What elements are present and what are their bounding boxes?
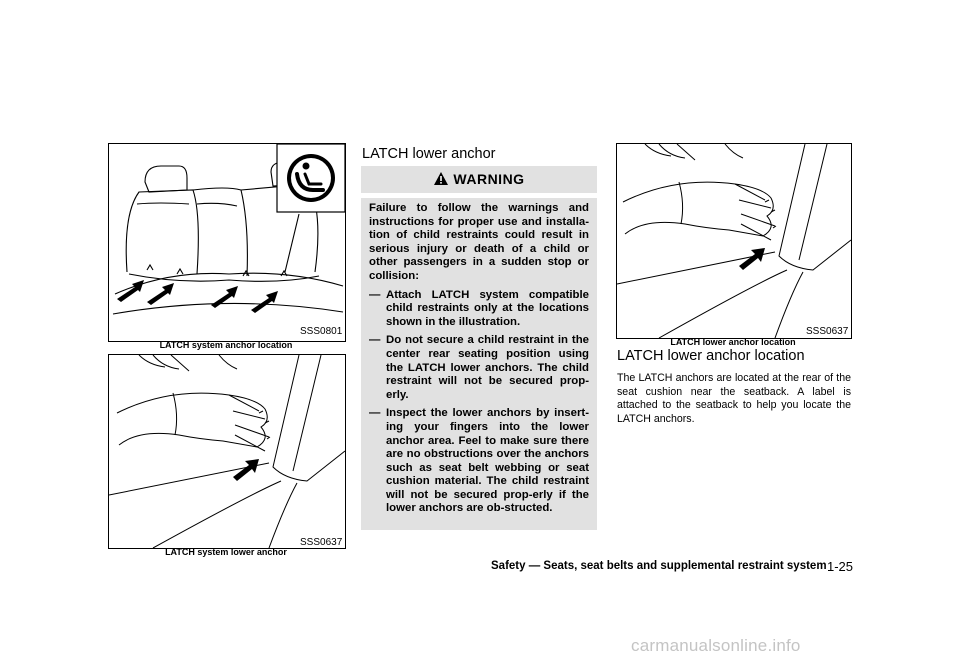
warning-dash: — xyxy=(369,288,381,301)
child-seat-symbol-icon xyxy=(277,144,345,212)
figure-caption: LATCH system anchor location xyxy=(159,340,293,350)
warning-item-text: Inspect the lower anchors by insert-ing your fingers into the lower anchor area. Feel to make sure there are no obstructions over the anchors such as seat belt webbing or seat cushion material. The child restraint will not be secured prop-erly if the lower anchors are ob-structed. xyxy=(386,407,589,515)
anchor-arrow-icon xyxy=(233,459,259,481)
warning-header xyxy=(361,170,597,195)
page-number: 1-25 xyxy=(827,559,854,574)
hand-anchor-illustration xyxy=(617,144,851,338)
warning-item-text: Do not secure a child restraint in the center rear seating position using the LATCH lower anchors. The child restraint will not be secured prop-erly. xyxy=(386,334,589,401)
figure-anchor-location xyxy=(108,143,346,342)
warning-divider xyxy=(361,193,597,198)
warning-dash: — xyxy=(369,334,381,347)
warning-item xyxy=(369,289,589,330)
anchor-arrow-icon xyxy=(117,280,278,313)
watermark: carmanualsonline.info xyxy=(631,636,801,655)
figure-lower-anchor-left xyxy=(108,354,346,549)
warning-triangle-icon xyxy=(433,171,449,186)
figure-caption: LATCH system lower anchor xyxy=(165,547,287,557)
hand-anchor-illustration xyxy=(109,355,345,548)
section-title: LATCH lower anchor location xyxy=(617,348,805,364)
figure-code: SSS0801 xyxy=(300,326,343,337)
warning-item-text: Attach LATCH system compatible child restraints only at the locations shown in the illustration. xyxy=(386,288,589,328)
warning-text xyxy=(369,202,589,521)
warning-item xyxy=(369,407,589,516)
warning-box xyxy=(361,166,597,530)
figure-code: SSS0637 xyxy=(806,326,849,337)
warning-label: WARNING xyxy=(453,170,525,187)
figure-code: SSS0637 xyxy=(300,537,343,548)
seat-anchor-illustration xyxy=(109,144,345,341)
section-title: LATCH lower anchor xyxy=(362,146,496,162)
warning-intro: Failure to follow the warnings and instructions for proper use and installa-tion of child restraints could result in serious injury or death of a child or other passengers in a sudden stop or collision: xyxy=(369,202,589,282)
warning-item xyxy=(369,334,589,402)
warning-dash: — xyxy=(369,407,381,420)
figure-lower-anchor-right xyxy=(616,143,852,339)
figure-caption: LATCH lower anchor location xyxy=(670,337,796,347)
body-paragraph: The LATCH anchors are located at the rear of the seat cushion near the seatback. A label is attached to the seatback to help you locate the LATCH anchors. xyxy=(617,372,851,425)
running-footer: Safety — Seats, seat belts and supplemental restraint system xyxy=(491,560,827,572)
